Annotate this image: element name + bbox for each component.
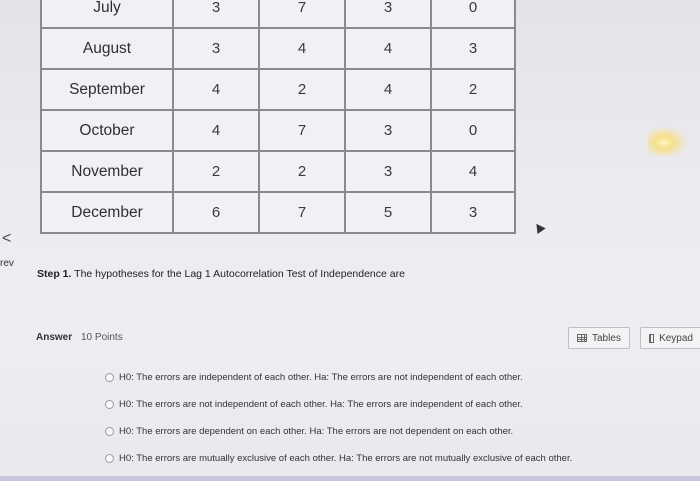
value-cell: 3: [431, 28, 515, 69]
table-row: [41, 28, 515, 69]
value-cell: 4: [345, 69, 431, 110]
value-cell: 5: [345, 192, 431, 233]
value-cell: 0: [431, 110, 515, 151]
option-text: H0: The errors are not independent of each other. Ha: The errors are independent of each other.: [119, 399, 523, 410]
table-row: [41, 192, 515, 233]
data-table: [40, 0, 516, 234]
value-cell: 4: [259, 28, 345, 69]
value-cell: 4: [173, 69, 259, 110]
radio-button[interactable]: [105, 454, 114, 463]
mouse-cursor-icon: [532, 221, 545, 234]
value-cell: 3: [345, 151, 431, 192]
value-cell: 3: [431, 192, 515, 233]
table-row: [41, 110, 515, 151]
step-number: Step 1.: [37, 268, 72, 280]
radio-button[interactable]: [105, 400, 114, 409]
step-instructions: [37, 268, 405, 280]
value-cell: 7: [259, 110, 345, 151]
answer-option-4[interactable]: [105, 453, 572, 464]
step-text: The hypotheses for the Lag 1 Autocorrelation Test of Independence are: [71, 268, 405, 280]
table-row: [41, 151, 515, 192]
value-cell: 3: [173, 28, 259, 69]
option-text: H0: The errors are independent of each other. Ha: The errors are not independent of each other.: [119, 372, 523, 383]
tables-button[interactable]: [568, 327, 630, 349]
answer-label: Answer: [36, 332, 73, 343]
month-cell: November: [41, 151, 173, 192]
value-cell: 2: [259, 69, 345, 110]
answer-option-2[interactable]: [105, 399, 523, 410]
value-cell: 6: [173, 192, 259, 233]
month-cell: September: [41, 69, 173, 110]
value-cell: 3: [345, 0, 431, 28]
value-cell: 2: [431, 69, 515, 110]
keypad-icon: [649, 334, 654, 343]
value-cell: 3: [173, 0, 259, 28]
radio-button[interactable]: [105, 373, 114, 382]
value-cell: 7: [259, 192, 345, 233]
table-grid-icon: [577, 334, 587, 342]
value-cell: 0: [431, 0, 515, 28]
month-cell: August: [41, 28, 173, 69]
keypad-button[interactable]: [640, 327, 700, 349]
value-cell: 2: [259, 151, 345, 192]
option-text: H0: The errors are dependent on each other. Ha: The errors are not dependent on each other.: [119, 426, 514, 437]
table-row: [41, 69, 515, 110]
value-cell: 4: [173, 110, 259, 151]
option-text: H0: The errors are mutually exclusive of each other. Ha: The errors are not mutually exclusive of each other.: [119, 453, 573, 464]
points-label: 10 Points: [81, 332, 123, 343]
bottom-border: [0, 476, 700, 481]
value-cell: 4: [345, 28, 431, 69]
month-cell: December: [41, 192, 173, 233]
screen-glare: [648, 126, 688, 156]
prev-link[interactable]: rev: [0, 258, 14, 269]
value-cell: 4: [431, 151, 515, 192]
month-cell: October: [41, 110, 173, 151]
value-cell: 3: [345, 110, 431, 151]
value-cell: 7: [259, 0, 345, 28]
answer-option-3[interactable]: [105, 426, 513, 437]
radio-button[interactable]: [105, 427, 114, 436]
chevron-left-icon[interactable]: <: [2, 230, 12, 247]
keypad-button-label: Keypad: [659, 332, 693, 344]
answer-option-1[interactable]: [105, 372, 523, 383]
table-row: [41, 0, 515, 28]
month-cell: July: [41, 0, 173, 28]
value-cell: 2: [173, 151, 259, 192]
tables-button-label: Tables: [592, 332, 621, 344]
